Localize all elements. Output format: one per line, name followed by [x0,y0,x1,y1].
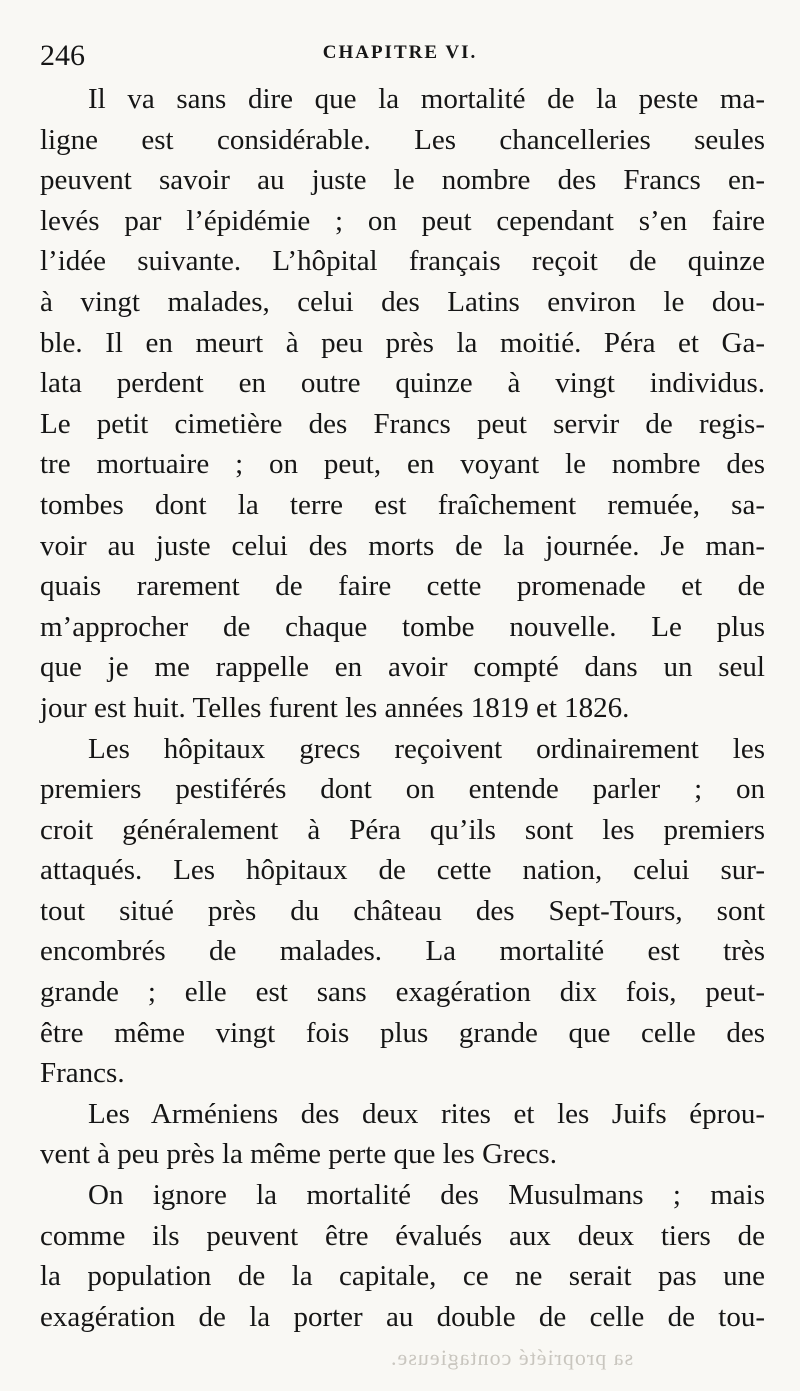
text-line: quais rarement de faire cette promenade et de [40,570,765,603]
text-line: tombes dont la terre est fraîchement remuée, sa- [40,488,765,521]
text-line: Il va sans dire que la mortalité de la peste ma- [88,83,765,115]
text-line: Francs. [40,1057,125,1090]
text-line: vent à peu près la même perte que les Grecs. [40,1138,557,1171]
page-header [40,36,760,76]
text-line: Les hôpitaux grecs reçoivent ordinairement les [88,732,765,765]
body-text [40,79,765,1337]
text-line: On ignore la mortalité des Musulmans ; mais [88,1179,765,1212]
text-line: voir au juste celui des morts de la journée. Je man- [40,529,765,562]
text-line: tout situé près du château des Sept-Tours, sont [40,894,765,927]
text-line: peuvent savoir au juste le nombre des Francs en- [40,164,765,197]
text-line: exagération de la porter au double de celle de tou- [40,1300,765,1333]
text-line: encombrés de malades. La mortalité est très [40,935,765,968]
text-line: levés par l’épidémie ; on peut cependant s’en faire [40,204,765,237]
text-line: croit généralement à Péra qu’ils sont les premiers [40,813,765,846]
text-line: à vingt malades, celui des Latins environ le dou- [40,285,765,318]
text-line: être même vingt fois plus grande que celle des [40,1016,765,1049]
text-line: lata perdent en outre quinze à vingt individus. [40,367,765,400]
text-line: l’idée suivante. L’hôpital français reçoit de quinze [40,245,765,278]
page-number: 246 [40,39,85,72]
text-line: ligne est considérable. Les chancelleries seules [40,123,765,156]
text-line: Le petit cimetière des Francs peut servir de regis- [40,407,765,440]
text-line: m’approcher de chaque tombe nouvelle. Le plus [40,610,765,643]
text-line: tre mortuaire ; on peut, en voyant le nombre des [40,448,765,481]
text-line: premiers pestiférés dont on entende parler ; on [40,773,765,806]
bleed-through-text: sa propriété contagieuse. [390,1345,634,1370]
text-line: attaqués. Les hôpitaux de cette nation, celui sur- [40,854,765,887]
text-line: Les Arméniens des deux rites et les Juifs éprou- [88,1097,765,1130]
running-head: CHAPITRE VI. [322,42,478,63]
text-line: comme ils peuvent être évalués aux deux tiers de [40,1219,765,1252]
text-line: grande ; elle est sans exagération dix fois, peut- [40,976,765,1009]
text-line: jour est huit. Telles furent les années 1819 et 1826. [40,691,630,724]
text-line: ble. Il en meurt à peu près la moitié. Péra et Ga- [40,326,765,359]
text-line: la population de la capitale, ce ne serait pas une [40,1260,765,1293]
text-line: que je me rappelle en avoir compté dans un seul [40,651,765,684]
